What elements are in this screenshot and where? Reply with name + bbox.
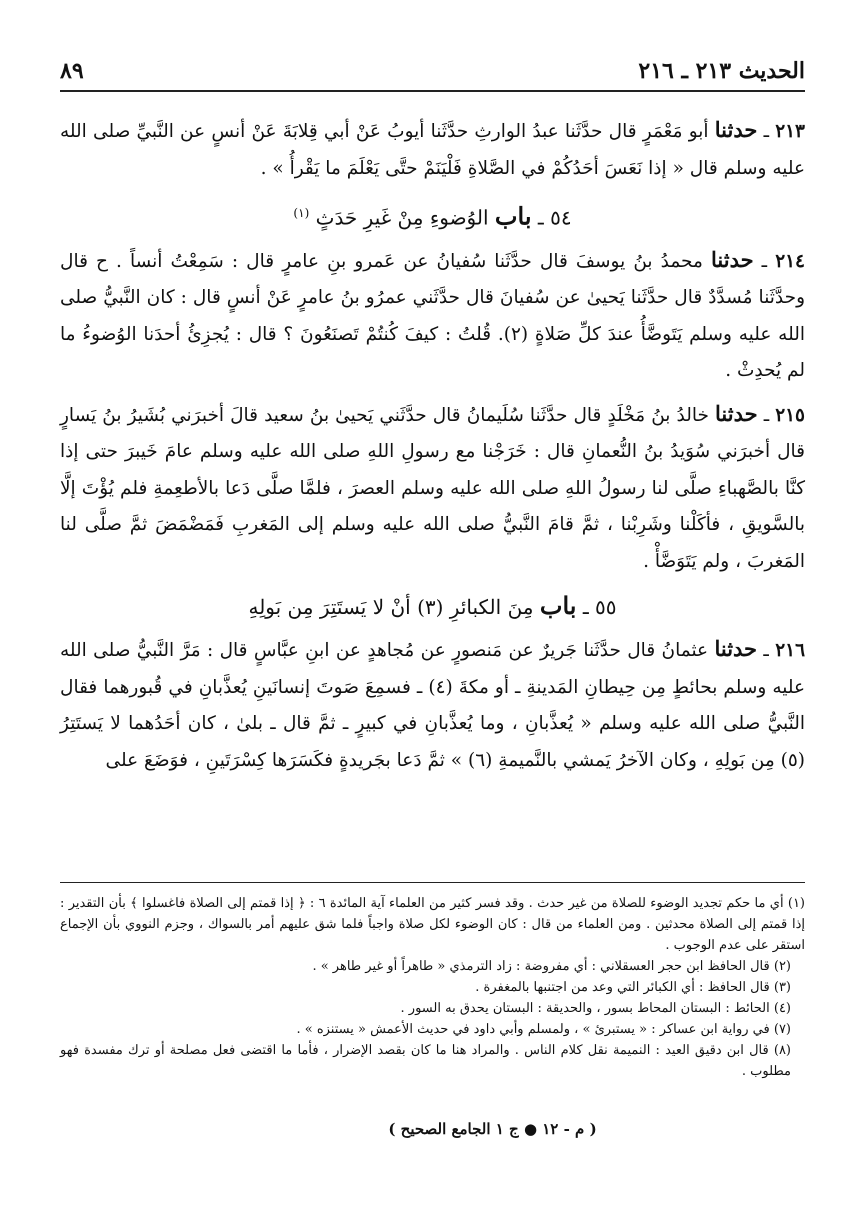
running-title: الحديث ٢١٣ ـ ٢١٦: [638, 58, 805, 84]
chapter-title: مِنَ الكبائرِ (٣) أنْ لا يَستَتِرَ مِن بَولِهِ: [248, 595, 534, 620]
footnote-marker: (١): [293, 206, 310, 220]
footnote-divider: [60, 882, 805, 883]
hadith-number: ٢١٤: [775, 250, 805, 272]
hadith-number: ٢١٥: [775, 404, 805, 426]
chapter-bab: باب: [539, 591, 577, 621]
hadith-text: خالدُ بنُ مَخْلَدٍ قال حدَّثَنا سُلَيمانُ قال حدَّثَني يَحيىٰ بنُ سعيد قالَ أخبرَني بُشَيرُ بنُ يَسارٍ قال أخبرَني سُوَيدُ بنُ النُّعمانِ قال : خَرَجْنا مع رسولِ اللهِ صلى الله عليه وسلم عامَ خَيبرَ حتى إذا كنَّا بالصَّهباءِ صلَّى لنا رسولُ اللهِ صلى الله عليه وسلم العصرَ ، فلمَّا صلَّى دَعا بالأطعِمةِ فلم يُؤْتَ إلَّا بالسَّويقِ ، فأكَلْنا وشَرِبْنا ، ثمَّ قامَ النَّبيُّ صلى الله عليه وسلم إلى المَغربِ فَمَضْمَضَ ثمَّ صلَّى لنا المَغربَ ، ولم يَتَوَضَّأْ .: [60, 404, 805, 572]
hadith-text: محمدُ بنُ يوسفَ قال حدَّثَنا سُفيانُ عن عَمرو بنِ عامرٍ قال : سَمِعْتُ أنساً . ح قال وحدَّثَنا مُسدَّدٌ قال حدَّثَنا يَحيىٰ عن سُفيانَ قال حدَّثَني عمرُو بنُ عامرٍ عَنْ أنسٍ قال : كان النَّبيُّ صلى الله عليه وسلم يَتَوضَّأُ عندَ كلِّ صَلاةٍ (٢). قُلتُ : كيفَ كُنتُمْ تَصنَعُونَ ؟ قال : يُجزِئُ أحدَنا الوُضوءُ ما لم يُحدِثْ .: [60, 250, 805, 382]
chapter-54-heading: ٥٤ ـ باب الوُضوءِ مِنْ غَيرِ حَدَثٍ $^{(١)}$: [293, 201, 572, 231]
footnote-4: (٤) الحائط : البستان المحاط بسور ، والحديقة : البستان يحدق به السور .: [400, 1001, 791, 1016]
signature-mark: ( م - ١٢ ● ج ١ الجامع الصحيح ): [388, 1120, 597, 1138]
hadith-number: ٢١٦: [775, 640, 806, 662]
chapter-number: ٥٤: [550, 205, 572, 230]
hadith-text: عثمانُ قال حدَّثَنا جَريرٌ عن مَنصورٍ عن مُجاهدٍ عن ابنِ عبَّاسٍ قال : مَرَّ النَّبيُّ صلى الله عليه وسلم بحائطٍ مِن حِيطانِ المَدينةِ ـ أو مكةَ (٤) ـ فسمِعَ صَوتَ إنسانَينِ يُعذَّبانِ في قُبورهما فقال النَّبيُّ صلى الله عليه وسلم « يُعذَّبانِ ، وما يُعذَّبانِ في كبيرٍ ـ ثمَّ قال ـ بلىٰ ، كان أحَدُهما لا يَستَتِرُ (٥) مِن بَولِهِ ، وكان الآخرُ يَمشي بالنَّميمةِ (٦) » ثمَّ دَعا بجَريدةٍ فكَسَرَها كِسْرَتَينِ ، فوَضَعَ على: [60, 640, 805, 771]
footnote-2: (٢) قال الحافظ ابن حجر العسقلاني : أي مفروضة : زاد الترمذي « طاهراً أو غير طاهر » .: [312, 959, 791, 974]
hadith-keyword: حدثنا: [715, 400, 758, 426]
chapter-bab: باب: [494, 201, 532, 231]
footnote-1: (١) أي ما حكم تجديد الوضوء للصلاة من غير حدث . وقد فسر كثير من العلماء آية المائدة ٦ : ﴿ إذا قمتم إلى الصلاة فاغسلوا ﴾ بأن التقدير : إذا قمتم إلى الصلاة محدثين . ومن العلماء من قال : كان الوضوء لكل صلاة واجباً فلما شق عليهم أمر بالسواك ، وجزم النووي بأن الإجماع استقر على عدم الوجوب .: [60, 896, 805, 953]
hadith-keyword: حدثنا: [714, 636, 758, 662]
page: [60, 52, 805, 1162]
main-text: [60, 112, 805, 779]
page-header: [60, 52, 805, 92]
chapter-title: الوُضوءِ مِنْ غَيرِ حَدَثٍ: [315, 205, 489, 230]
footnote-3: (٣) قال الحافظ : أي الكبائر التي وعد من اجتنبها بالمغفرة .: [475, 980, 791, 995]
page-number: ٨٩: [60, 58, 84, 84]
footnote-7: (٧) في رواية ابن عساكر : « يستبرئ » ، ولمسلم وأبي داود في حديث الأعمش « يستنزه » .: [296, 1022, 791, 1037]
chapter-55-heading: ٥٥ ـ باب مِنَ الكبائرِ (٣) أنْ لا يَستَتِرَ مِن بَولِهِ: [248, 591, 617, 621]
hadith-216: ٢١٦ ـ حدثنا عثمانُ قال حدَّثَنا جَريرٌ عن مَنصورٍ عن مُجاهدٍ عن ابنِ عبَّاسٍ قال : مَرَّ النَّبيُّ صلى الله عليه وسلم بحائطٍ مِن حِيطانِ المَدينةِ ـ أو مكةَ (٤) ـ فسمِعَ صَوتَ إنسانَينِ يُعذَّبانِ في قُبورهما فقال النَّبيُّ صلى الله عليه وسلم « يُعذَّبانِ ، وما يُعذَّبانِ في كبيرٍ ـ ثمَّ قال ـ بلىٰ ، كان أحَدُهما لا يَستَتِرُ (٥) مِن بَولِهِ ، وكان الآخرُ يَمشي بالنَّميمةِ (٦) » ثمَّ دَعا بجَريدةٍ فكَسَرَها كِسْرَتَينِ ، فوَضَعَ على: [60, 636, 806, 771]
footnote-8: (٨) قال ابن دقيق العيد : النميمة نقل كلام الناس . والمراد هنا ما كان بقصد الإضرار ، فأما ما اقتضى فعل مصلحة أو ترك مفسدة فهو مطلوب .: [60, 1043, 791, 1079]
hadith-keyword: حدثنا: [711, 246, 754, 272]
hadith-215: ٢١٥ ـ حدثنا خالدُ بنُ مَخْلَدٍ قال حدَّثَنا سُلَيمانُ قال حدَّثَني يَحيىٰ بنُ سعيد قالَ أخبرَني بُشَيرُ بنُ يَسارٍ قال أخبرَني سُوَيدُ بنُ النُّعمانِ قال : خَرَجْنا مع رسولِ اللهِ صلى الله عليه وسلم عامَ خَيبرَ حتى إذا كنَّا بالصَّهباءِ صلَّى لنا رسولُ اللهِ صلى الله عليه وسلم العصرَ ، فلمَّا صلَّى دَعا بالأطعِمةِ فلم يُؤْتَ إلَّا بالسَّويقِ ، فأكَلْنا وشَرِبْنا ، ثمَّ قامَ النَّبيُّ صلى الله عليه وسلم إلى المَغربِ فَمَضْمَضَ ثمَّ صلَّى لنا المَغربَ ، ولم يَتَوَضَّأْ .: [60, 400, 805, 572]
hadith-number: ٢١٣: [775, 121, 805, 142]
hadith-keyword: حدثنا: [714, 117, 758, 142]
hadith-text: أبو مَعْمَرٍ قال حدَّثَنا عبدُ الوارثِ حدَّثَنا أيوبُ عَنْ أبي قِلابَةَ عَنْ أنسٍ عن النَّبيِّ صلى الله عليه وسلم قال « إذا نَعَسَ أحَدُكُمْ في الصَّلاةِ فَلْيَنَمْ حتَّى يَعْلَمَ ما يَقْرأُ » .: [60, 121, 805, 179]
hadith-213: ٢١٣ ـ حدثنا أبو مَعْمَرٍ قال حدَّثَنا عبدُ الوارثِ حدَّثَنا أيوبُ عَنْ أبي قِلابَةَ عَنْ أنسٍ عن النَّبيِّ صلى الله عليه وسلم قال « إذا نَعَسَ أحَدُكُمْ في الصَّلاةِ فَلْيَنَمْ حتَّى يَعْلَمَ ما يَقْرأُ » .: [60, 117, 805, 179]
hadith-214: ٢١٤ ـ حدثنا محمدُ بنُ يوسفَ قال حدَّثَنا سُفيانُ عن عَمرو بنِ عامرٍ قال : سَمِعْتُ أنساً . ح قال وحدَّثَنا مُسدَّدٌ قال حدَّثَنا يَحيىٰ عن سُفيانَ قال حدَّثَني عمرُو بنُ عامرٍ عَنْ أنسٍ قال : كان النَّبيُّ صلى الله عليه وسلم يَتَوضَّأُ عندَ كلِّ صَلاةٍ (٢). قُلتُ : كيفَ كُنتُمْ تَصنَعُونَ ؟ قال : يُجزِئُ أحدَنا الوُضوءُ ما لم يُحدِثْ .: [60, 246, 805, 382]
chapter-number: ٥٥: [595, 595, 617, 620]
footnotes: [60, 882, 805, 1082]
